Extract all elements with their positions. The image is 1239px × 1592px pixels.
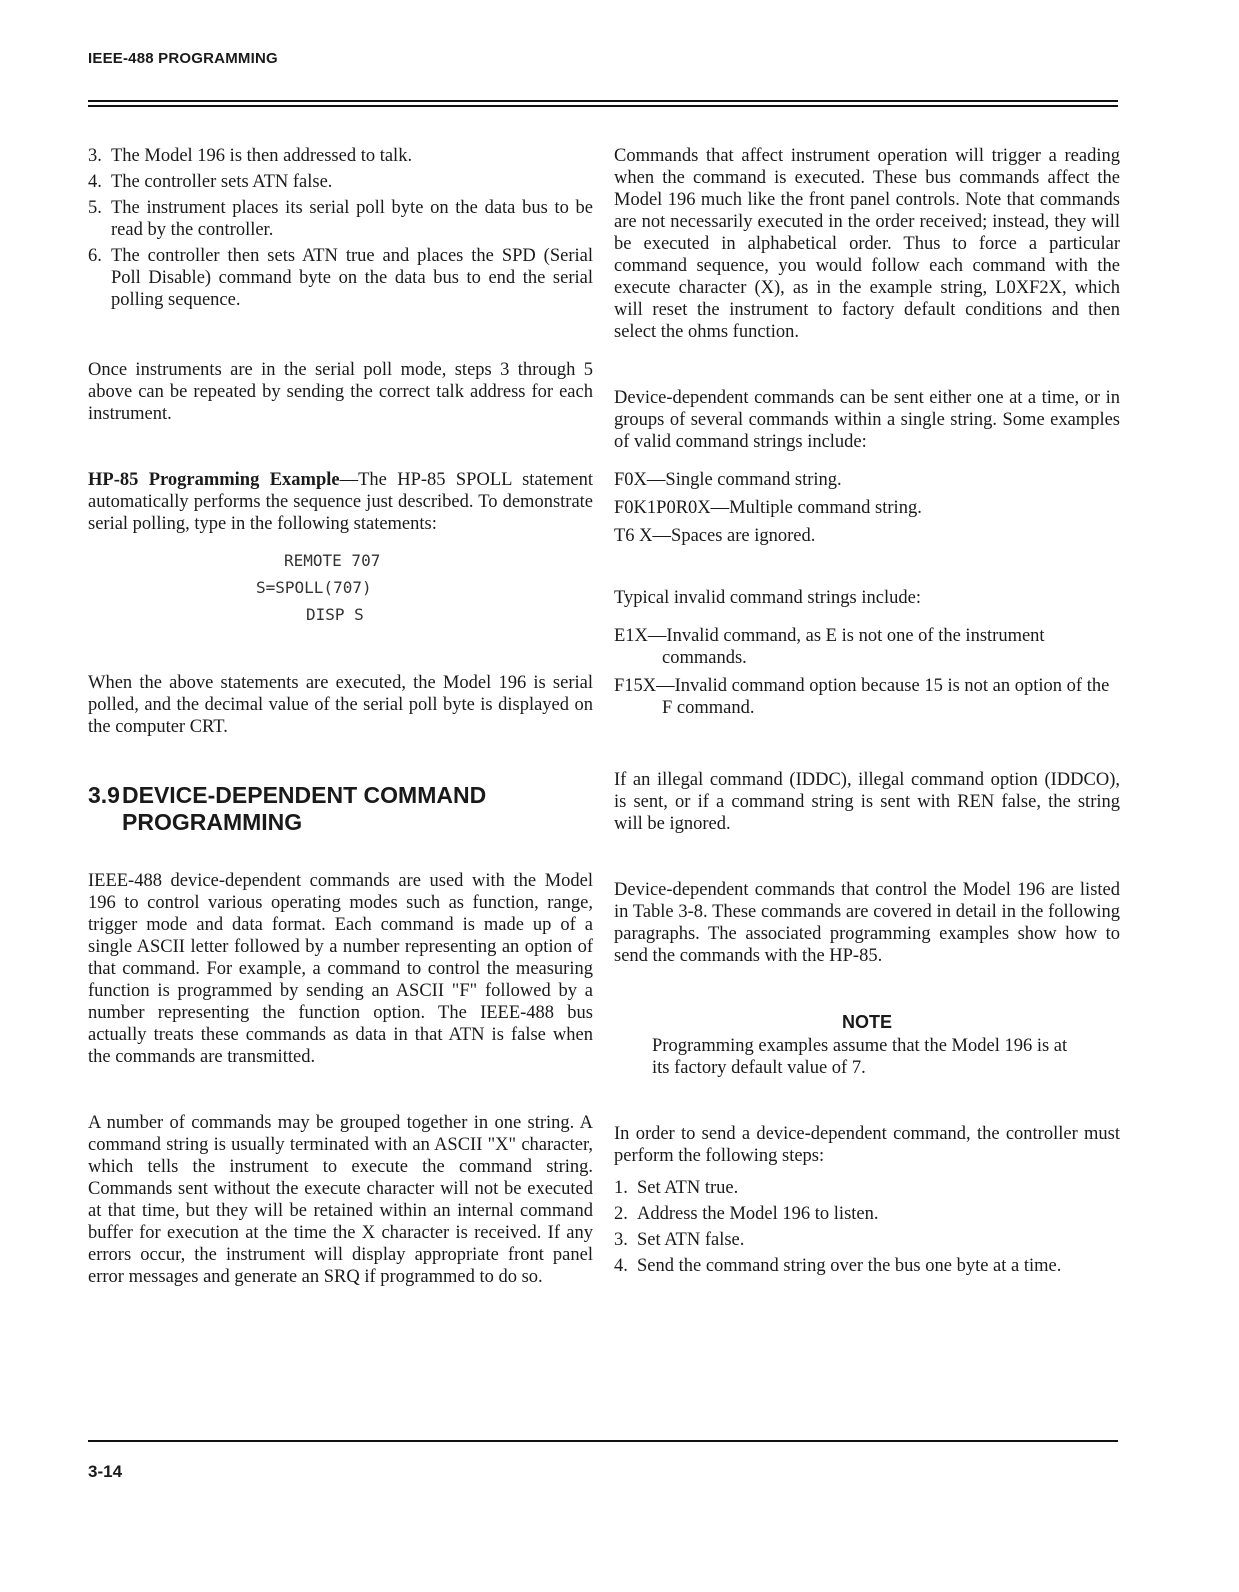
- header-double-rule: [88, 100, 1118, 107]
- invalid-examples: [614, 625, 1120, 719]
- list-item: 3. The Model 196 is then addressed to talk.: [88, 146, 413, 166]
- list-item: T6 X—Spaces are ignored.: [614, 526, 816, 546]
- list-item: F0K1P0R0X—Multiple command string.: [614, 498, 922, 518]
- list-item: F15X—Invalid command option because 15 is not an option of the F command.: [614, 676, 1110, 718]
- paragraph-hp85-example: HP-85 Programming Example—The HP-85 SPOLL statement automatically performs the sequence just described. To demonstrate serial polling, type in the following statements:: [88, 470, 593, 534]
- paragraph-command-string: A number of commands may be grouped together in one string. A command string is usually terminated with an ASCII "X" character, which tells the instrument to execute the command string. Commands sent without the execute character will not be executed at that time, but they will be retained within an internal command buffer for execution at the time the X character is received. If any errors occur, the instrument will display appropriate front panel error messages and generate an SRQ if programmed to do so.: [88, 1113, 593, 1287]
- section-number: 3.9: [88, 782, 120, 808]
- list-item: 4. Send the command string over the bus one byte at a time.: [614, 1256, 1062, 1276]
- note-text: Programming examples assume that the Model 196 is at its factory default value of 7.: [652, 1036, 1068, 1078]
- paragraph-executed: When the above statements are executed, the Model 196 is serial polled, and the decimal value of the serial poll byte is displayed on the computer CRT.: [88, 673, 593, 737]
- section-title-line2: PROGRAMMING: [122, 809, 303, 835]
- note-box: [614, 1011, 1120, 1079]
- running-head: IEEE-488 PROGRAMMING: [88, 50, 278, 67]
- paragraph-invalid-intro: Typical invalid command strings include:: [614, 588, 921, 608]
- right-column: [614, 145, 1120, 1281]
- paragraph-serial-poll-mode: Once instruments are in the serial poll mode, steps 3 through 5 above can be repeated by sending the correct talk address for each instrument.: [88, 360, 593, 424]
- paragraph-table-reference: Device-dependent commands that control the Model 196 are listed in Table 3-8. These commands are covered in detail in the following paragraphs. The associated programming examples show how to send the commands with the HP-85.: [614, 880, 1120, 966]
- note-title: NOTE: [841, 1012, 892, 1032]
- code-line: S=SPOLL(707): [256, 578, 372, 597]
- page-number: 3-14: [88, 1462, 123, 1481]
- paragraph-send-steps-intro: In order to send a device-dependent command, the controller must perform the following steps:: [614, 1124, 1120, 1166]
- list-item: 5. The instrument places its serial poll byte on the data bus to be read by the controller.: [88, 198, 593, 240]
- paragraph-dd-commands-sent: Device-dependent commands can be sent either one at a time, or in groups of several commands within a single string. Some examples of valid command strings include:: [614, 388, 1120, 452]
- list-item: 3. Set ATN false.: [614, 1230, 745, 1250]
- list-item: E1X—Invalid command, as E is not one of the instrument commands.: [614, 626, 1045, 668]
- list-item: 4. The controller sets ATN false.: [88, 172, 333, 192]
- hp85-example-lead: HP-85 Programming Example: [88, 470, 340, 490]
- section-heading: [88, 782, 593, 836]
- section-title-line1: DEVICE-DEPENDENT COMMAND: [122, 782, 487, 808]
- code-line: REMOTE 707: [284, 551, 381, 570]
- send-command-steps: [614, 1177, 1120, 1277]
- valid-examples: [614, 469, 1120, 547]
- paragraph-illegal-command: If an illegal command (IDDC), illegal command option (IDDCO), is sent, or if a command string is sent with REN false, the string will be ignored.: [614, 770, 1120, 834]
- list-item: 6. The controller then sets ATN true and places the SPD (Serial Poll Disable) command byte on the data bus to end the serial polling sequence.: [88, 246, 593, 310]
- serial-poll-steps: [88, 145, 593, 311]
- left-column: [88, 145, 593, 1288]
- code-line: DISP S: [306, 605, 364, 624]
- footer-rule: [88, 1440, 1118, 1442]
- list-item: 2. Address the Model 196 to listen.: [614, 1204, 879, 1224]
- paragraph-ieee-commands: IEEE-488 device-dependent commands are used with the Model 196 to control various operating modes such as function, range, trigger mode and data format. Each command is made up of a single ASCII letter followed by a number representing an option of that command. For example, a command to control the measuring function is programmed by sending an ASCII "F" followed by a number representing the function option. The IEEE-488 bus actually treats these commands as data in that ATN is false when the commands are transmitted.: [88, 871, 593, 1067]
- list-item: F0X—Single command string.: [614, 470, 842, 490]
- list-item: 1. Set ATN true.: [614, 1178, 739, 1198]
- code-block: [88, 547, 593, 628]
- paragraph-commands-affect: Commands that affect instrument operation will trigger a reading when the command is executed. These bus commands affect the Model 196 much like the front panel controls. Note that commands are not necessarily executed in the order received; instead, they will be executed in alphabetical order. Thus to force a particular command sequence, you would follow each command with the execute character (X), as in the example string, L0XF2X, which will reset the instrument to factory default conditions and then select the ohms function.: [614, 146, 1120, 342]
